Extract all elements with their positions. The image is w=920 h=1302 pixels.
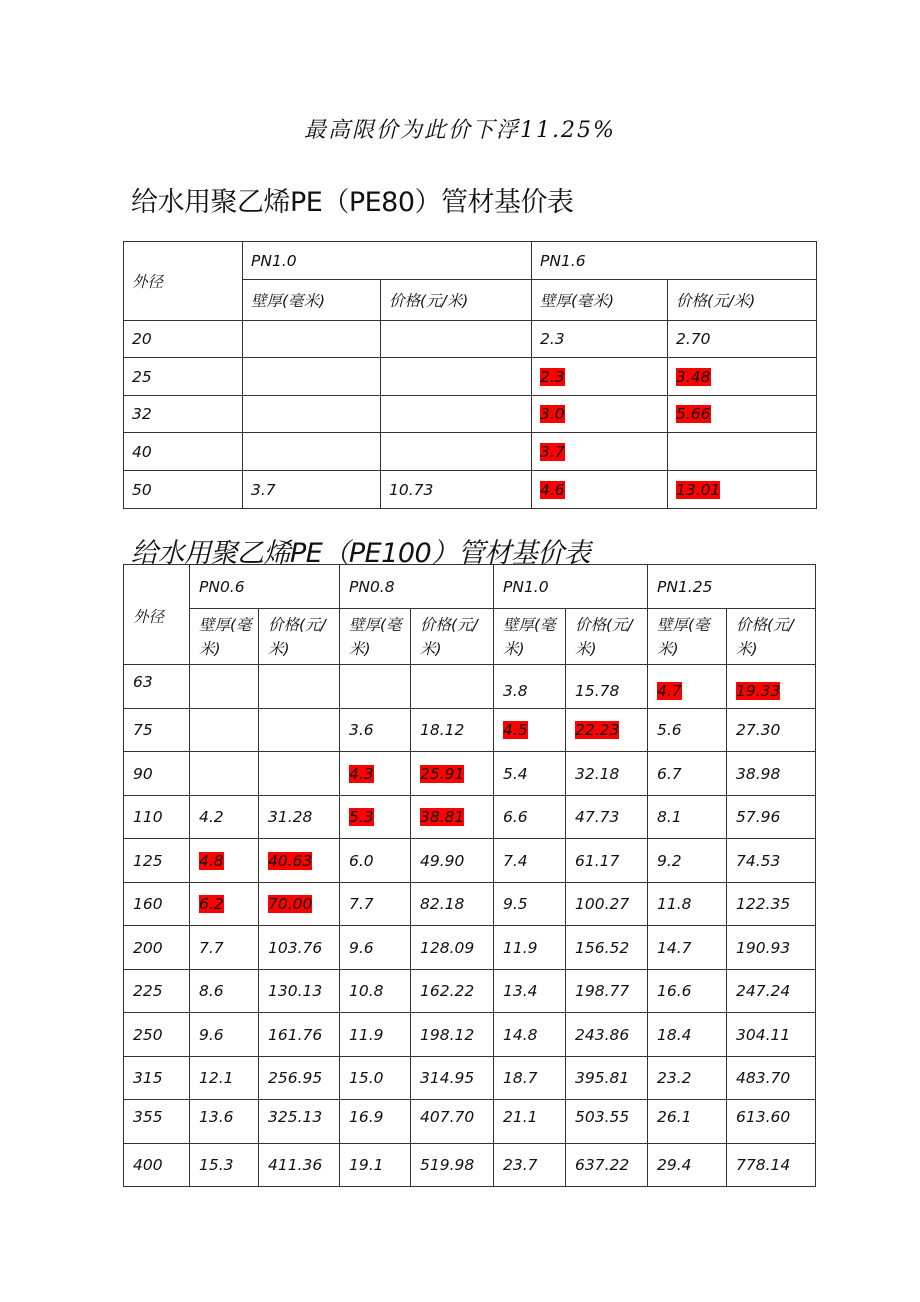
table-cell [668,471,817,509]
table-cell: 778.14 [727,1144,816,1187]
highlighted-value: 2.3 [540,367,565,386]
table-cell: 18.12 [411,709,494,752]
table-cell: 122.35 [727,883,816,926]
od-cell: 225 [124,970,190,1013]
table-cell [190,883,259,926]
table-row [124,471,817,509]
highlighted-value: 5.66 [676,405,711,423]
table-cell [381,358,532,396]
table-cell: 23.2 [648,1057,727,1100]
table-cell [259,665,340,709]
od-cell: 20 [124,321,243,358]
table-cell: 247.24 [727,970,816,1013]
table-cell: 100.27 [566,883,648,926]
table-cell: 503.55 [566,1100,648,1144]
table-cell: 6.0 [340,839,411,883]
table-cell: 7.7 [340,883,411,926]
table-cell [190,665,259,709]
table-cell: 156.52 [566,926,648,970]
sub-header: 壁厚(毫米) [494,609,566,665]
highlighted-value: 25.91 [420,764,465,783]
table-cell: 18.4 [648,1013,727,1057]
table-row [124,1100,816,1144]
group-header: PN1.0 [494,565,648,609]
table-cell: 198.12 [411,1013,494,1057]
outer-diameter-header: 外径 [124,242,243,321]
table-cell [340,665,411,709]
table-cell: 613.60 [727,1100,816,1144]
table-row [124,321,817,358]
table-cell: 162.22 [411,970,494,1013]
table-row [124,970,816,1013]
table-row [124,839,816,883]
table-cell [243,358,381,396]
sub-header: 壁厚(毫米) [243,280,381,321]
table-cell: 10.73 [381,471,532,509]
sub-header: 价格(元/米) [566,609,648,665]
highlighted-value: 38.81 [420,808,465,826]
table-cell: 18.7 [494,1057,566,1100]
pe100-price-table [123,564,816,1187]
table-cell [259,839,340,883]
highlighted-value: 22.23 [575,721,620,739]
table-row [124,752,816,796]
table-cell: 407.70 [411,1100,494,1144]
table-cell: 15.3 [190,1144,259,1187]
table-cell [494,709,566,752]
table-cell: 8.6 [190,970,259,1013]
table-row [124,396,817,433]
od-cell: 315 [124,1057,190,1100]
od-cell: 355 [124,1100,190,1144]
sub-header: 价格(元/米) [381,280,532,321]
od-cell: 25 [124,358,243,396]
table-cell [411,796,494,839]
table-cell [190,752,259,796]
table-cell: 3.6 [340,709,411,752]
table-cell: 9.2 [648,839,727,883]
table-cell: 637.22 [566,1144,648,1187]
table-cell: 26.1 [648,1100,727,1144]
table-cell: 2.70 [668,321,817,358]
table-cell [259,883,340,926]
highlighted-value: 4.5 [503,721,528,739]
od-cell: 75 [124,709,190,752]
table-cell: 32.18 [566,752,648,796]
table-cell [668,396,817,433]
highlighted-value: 13.01 [676,480,721,499]
table-cell: 130.13 [259,970,340,1013]
table-cell: 9.5 [494,883,566,926]
table-cell: 411.36 [259,1144,340,1187]
sub-header: 壁厚(毫米) [648,609,727,665]
group-header: PN0.6 [190,565,340,609]
highlighted-value: 19.33 [736,682,781,700]
table-cell [648,665,727,709]
table-cell: 16.9 [340,1100,411,1144]
table-cell: 23.7 [494,1144,566,1187]
table-cell: 82.18 [411,883,494,926]
highlighted-value: 5.3 [349,808,374,826]
highlighted-value: 3.7 [540,442,565,461]
table-cell: 29.4 [648,1144,727,1187]
table-cell [381,396,532,433]
outer-diameter-header: 外径 [124,565,190,665]
table-cell: 74.53 [727,839,816,883]
table-cell: 198.77 [566,970,648,1013]
highlighted-value: 4.6 [540,480,565,499]
table-cell [727,665,816,709]
table-cell: 15.78 [566,665,648,709]
sub-header: 壁厚(毫米) [340,609,411,665]
od-cell: 63 [124,665,190,709]
table-cell: 21.1 [494,1100,566,1144]
group-header: PN1.25 [648,565,816,609]
group-header: PN0.8 [340,565,494,609]
sub-header: 价格(元/米) [668,280,817,321]
table-cell [190,709,259,752]
table-cell: 9.6 [190,1013,259,1057]
highlighted-value: 4.7 [657,682,682,700]
sub-header: 壁厚(毫米) [190,609,259,665]
sub-header: 价格(元/米) [727,609,816,665]
table-cell [340,752,411,796]
table-cell: 8.1 [648,796,727,839]
table-cell: 13.4 [494,970,566,1013]
table-cell: 7.7 [190,926,259,970]
table-cell: 6.7 [648,752,727,796]
table-row [124,1013,816,1057]
table-cell [243,321,381,358]
table-cell: 6.6 [494,796,566,839]
od-cell: 32 [124,396,243,433]
table-cell: 161.76 [259,1013,340,1057]
table-cell: 2.3 [532,321,668,358]
od-cell: 110 [124,796,190,839]
table-row [124,665,816,709]
table-cell [381,433,532,471]
table-row [124,358,817,396]
table-cell: 304.11 [727,1013,816,1057]
highlighted-value: 4.3 [349,764,374,783]
table-cell [411,752,494,796]
table-row [124,926,816,970]
table2-title: 给水用聚乙烯PE（PE100）管材基价表 [131,538,591,569]
table-cell [381,321,532,358]
table-cell: 14.7 [648,926,727,970]
table-cell: 11.8 [648,883,727,926]
table-cell: 61.17 [566,839,648,883]
table-cell: 128.09 [411,926,494,970]
table-cell: 190.93 [727,926,816,970]
table-cell: 49.90 [411,839,494,883]
table-cell: 16.6 [648,970,727,1013]
od-cell: 160 [124,883,190,926]
table-cell [668,433,817,471]
table-cell [340,796,411,839]
table-cell: 27.30 [727,709,816,752]
table-cell: 3.7 [243,471,381,509]
highlighted-value: 3.48 [676,367,711,386]
table-cell [532,396,668,433]
table-cell [566,709,648,752]
pe80-price-table [123,241,817,509]
highlighted-value: 70.00 [268,895,313,913]
table-cell: 38.98 [727,752,816,796]
od-cell: 90 [124,752,190,796]
highlighted-value: 40.63 [268,851,313,870]
table-cell [243,433,381,471]
table-row [124,1057,816,1100]
table-cell: 13.6 [190,1100,259,1144]
table-cell [532,471,668,509]
table-cell [532,358,668,396]
table-cell: 5.6 [648,709,727,752]
od-cell: 400 [124,1144,190,1187]
table-row [124,433,817,471]
od-cell: 40 [124,433,243,471]
table-cell: 3.8 [494,665,566,709]
table-cell: 256.95 [259,1057,340,1100]
od-cell: 50 [124,471,243,509]
highlighted-value: 3.0 [540,405,565,423]
table-cell: 11.9 [340,1013,411,1057]
table-cell: 4.2 [190,796,259,839]
group-header: PN1.0 [243,242,532,280]
highlighted-value: 6.2 [199,895,224,913]
table-cell [668,358,817,396]
table-cell: 10.8 [340,970,411,1013]
table-cell: 7.4 [494,839,566,883]
table-cell: 47.73 [566,796,648,839]
table-cell: 395.81 [566,1057,648,1100]
od-cell: 200 [124,926,190,970]
table-cell: 15.0 [340,1057,411,1100]
table1-title: 给水用聚乙烯PE（PE80）管材基价表 [131,187,574,218]
table-cell [243,396,381,433]
table-cell: 14.8 [494,1013,566,1057]
table-cell: 12.1 [190,1057,259,1100]
highlighted-value: 4.8 [199,851,224,870]
table-cell: 31.28 [259,796,340,839]
table-row [124,796,816,839]
table-cell [259,709,340,752]
price-note: 最高限价为此价下浮11.25% [304,118,616,143]
table-cell [190,839,259,883]
group-header: PN1.6 [532,242,817,280]
table-row [124,1144,816,1187]
table-row [124,709,816,752]
table-cell: 519.98 [411,1144,494,1187]
sub-header: 价格(元/米) [411,609,494,665]
table-cell: 103.76 [259,926,340,970]
table-cell: 5.4 [494,752,566,796]
table-cell: 9.6 [340,926,411,970]
table-row [124,883,816,926]
table-cell: 243.86 [566,1013,648,1057]
od-cell: 125 [124,839,190,883]
table-cell: 11.9 [494,926,566,970]
table-cell [532,433,668,471]
table-cell: 314.95 [411,1057,494,1100]
sub-header: 壁厚(毫米) [532,280,668,321]
table-cell [259,752,340,796]
table-cell: 57.96 [727,796,816,839]
sub-header: 价格(元/米) [259,609,340,665]
table-cell: 325.13 [259,1100,340,1144]
table-cell: 19.1 [340,1144,411,1187]
table-cell [411,665,494,709]
od-cell: 250 [124,1013,190,1057]
table-cell: 483.70 [727,1057,816,1100]
